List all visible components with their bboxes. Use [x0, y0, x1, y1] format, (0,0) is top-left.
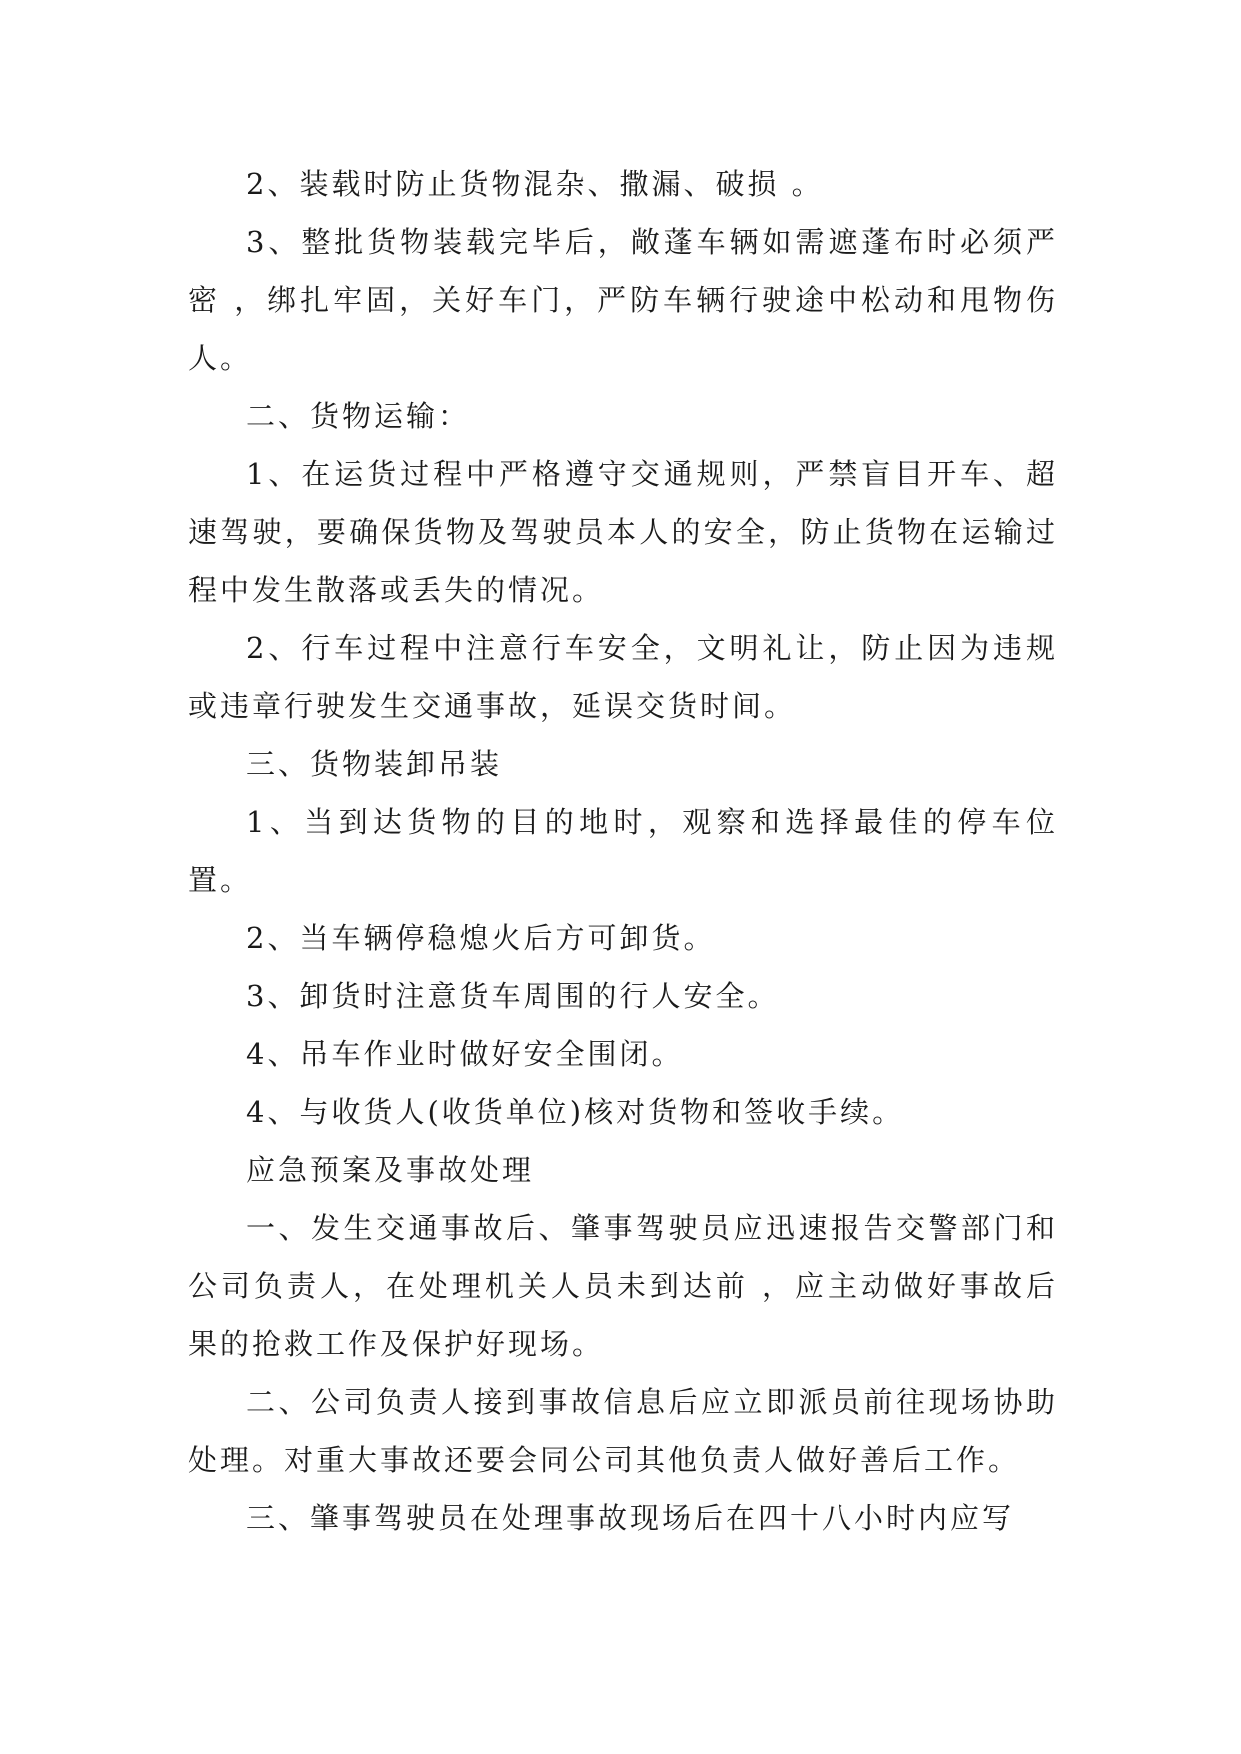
document-body [188, 155, 1058, 1547]
paragraph-emergency-dispatch: 二、公司负责人接到事故信息后应立即派员前往现场协助处理。对重大事故还要会同公司其他负责人做好善后工作。 [188, 1385, 1058, 1477]
paragraph-emergency-written-report: 三、肇事驾驶员在处理事故现场后在四十八小时内应写 [246, 1501, 1015, 1535]
paragraph-unloading-parking: 1、当到达货物的目的地时，观察和选择最佳的停车位置。 [188, 805, 1058, 897]
paragraph-unloading-signoff: 4、与收货人(收货单位)核对货物和签收手续。 [246, 1095, 905, 1129]
paragraph-unloading-pedestrians: 3、卸货时注意货车周围的行人安全。 [246, 979, 780, 1013]
paragraph-transport-safety: 2、行车过程中注意行车安全，文明礼让，防止因为违规或违章行驶发生交通事故，延误交货时间。 [188, 631, 1058, 723]
paragraph-emergency-report: 一、发生交通事故后、肇事驾驶员应迅速报告交警部门和公司负责人，在处理机关人员未到达前 ，应主动做好事故后果的抢救工作及保护好现场。 [188, 1211, 1058, 1361]
paragraph-unloading-crane: 4、吊车作业时做好安全围闭。 [246, 1037, 684, 1071]
section-heading-transport: 二、货物运输： [246, 399, 471, 433]
paragraph-transport-rules: 1、在运货过程中严格遵守交通规则，严禁盲目开车、超速驾驶，要确保货物及驾驶员本人的安全，防止货物在运输过程中发生散落或丢失的情况。 [188, 457, 1058, 607]
paragraph-loading-mixing: 2、装载时防止货物混杂、撒漏、破损 。 [246, 167, 824, 201]
section-heading-unloading: 三、货物装卸吊装 [246, 747, 503, 781]
paragraph-unloading-engine-off: 2、当车辆停稳熄火后方可卸货。 [246, 921, 716, 955]
paragraph-loading-tarpaulin: 3、整批货物装载完毕后，敞蓬车辆如需遮蓬布时必须严密 ，绑扎牢固，关好车门，严防车辆行驶途中松动和甩物伤人。 [188, 225, 1058, 375]
section-heading-emergency: 应急预案及事故处理 [246, 1153, 535, 1187]
